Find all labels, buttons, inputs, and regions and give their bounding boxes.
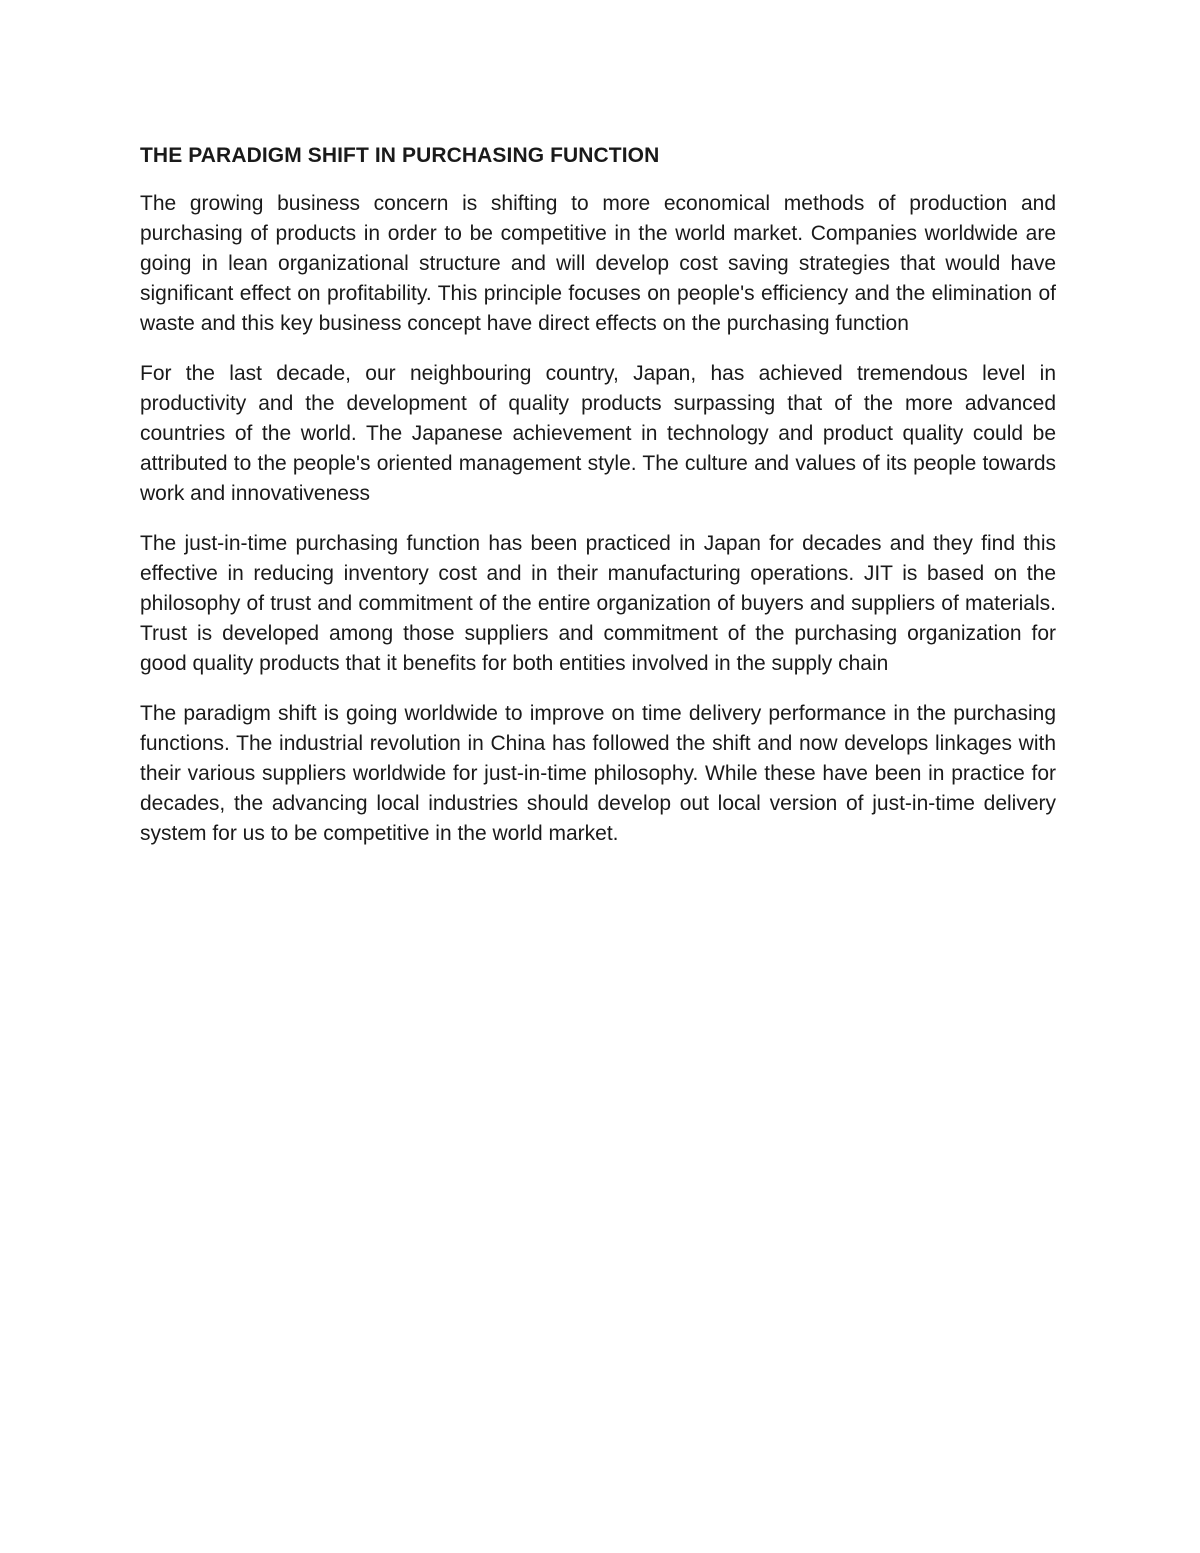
paragraph-japan-productivity: For the last decade, our neighbouring country, Japan, has achieved tremendous level in productivity and the development of quality products surpassing that of the more advanced countries of the world. The Japanese achievement in technology and product quality could be attributed to the people's oriented management style. The culture and values of its people towards work and innovativeness bbox=[140, 362, 1056, 505]
document-body bbox=[140, 141, 1056, 869]
paragraph-economical-methods: The growing business concern is shifting to more economical methods of production and purchasing of products in order to be competitive in the world market. Companies worldwide are going in lean organizational structure and will develop cost saving strategies that would have significant effect on profitability. This principle focuses on people's efficiency and the elimination of waste and this key business concept have direct effects on the purchasing function bbox=[140, 192, 1056, 335]
document-title: THE PARADIGM SHIFT IN PURCHASING FUNCTION bbox=[140, 144, 660, 167]
paragraph-just-in-time: The just-in-time purchasing function has been practiced in Japan for decades and they find this effective in reducing inventory cost and in their manufacturing operations. JIT is based on the philosophy of trust and commitment of the entire organization of buyers and suppliers of materials. Trust is developed among those suppliers and commitment of the purchasing organization for good quality products that it benefits for both entities involved in the supply chain bbox=[140, 532, 1056, 675]
paragraph-paradigm-shift: The paradigm shift is going worldwide to improve on time delivery performance in the purchasing functions. The industrial revolution in China has followed the shift and now develops linkages with their various suppliers worldwide for just-in-time philosophy. While these have been in practice for decades, the advancing local industries should develop out local version of just-in-time delivery system for us to be competitive in the world market. bbox=[140, 702, 1056, 845]
